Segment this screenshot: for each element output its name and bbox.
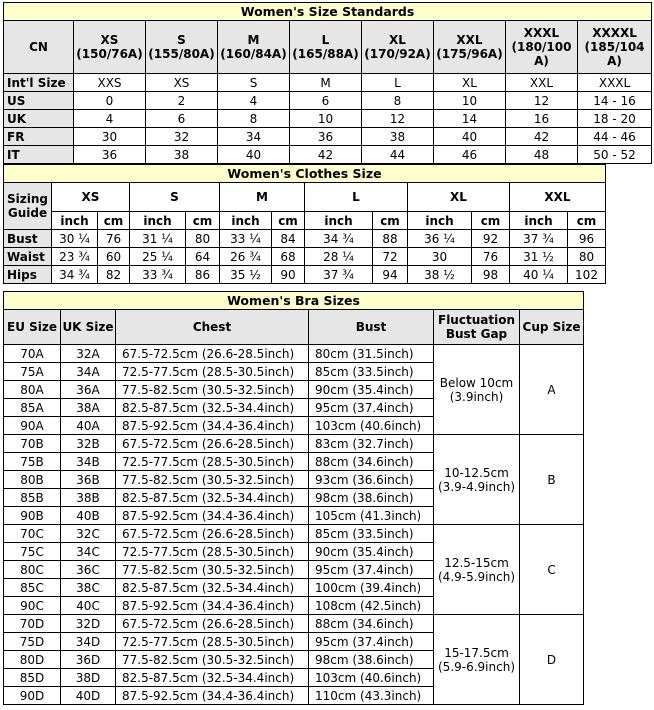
bra-row <box>4 345 584 363</box>
chest-cell: 87.5-92.5cm (34.4-36.4inch) <box>116 687 309 705</box>
size-code: XXL <box>456 33 483 47</box>
bra-size-title: Women's Bra Sizes <box>4 292 584 310</box>
bust-cell: 88cm (34.6inch) <box>309 615 434 633</box>
eu-size-cell: 80C <box>4 561 61 579</box>
table-cell: 40 ¼ <box>510 266 568 284</box>
table-cell: 34 <box>218 128 290 146</box>
table-cell: 33 ¼ <box>220 230 272 248</box>
bust-cell: 105cm (41.3inch) <box>309 507 434 525</box>
size-standard-header <box>506 21 578 74</box>
uk-size-cell: 40A <box>61 417 116 435</box>
table-cell: XXL <box>506 74 578 92</box>
uk-size-cell: 38B <box>61 489 116 507</box>
size-standards-table <box>3 2 652 164</box>
table-cell: 28 ¼ <box>305 248 373 266</box>
table-cell: 34 ¾ <box>52 266 98 284</box>
uk-size-cell: 34A <box>61 363 116 381</box>
size-code: XXXXL <box>592 26 637 40</box>
uk-size-cell: 32B <box>61 435 116 453</box>
chest-cell: 87.5-92.5cm (34.4-36.4inch) <box>116 417 309 435</box>
uk-size-cell: 32C <box>61 525 116 543</box>
table-cell: 102 <box>568 266 606 284</box>
table-cell: 18 - 20 <box>578 110 652 128</box>
table-cell: 48 <box>506 146 578 164</box>
standards-row <box>4 110 652 128</box>
uk-size-cell: 36B <box>61 471 116 489</box>
table-cell: XXXL <box>578 74 652 92</box>
size-spec: (160/84A) <box>220 47 287 61</box>
table-cell: 31 ¼ <box>130 230 186 248</box>
row-label: IT <box>4 146 74 164</box>
uk-size-cell: 32D <box>61 615 116 633</box>
chest-cell: 82.5-87.5cm (32.5-34.4inch) <box>116 579 309 597</box>
table-cell: 42 <box>290 146 362 164</box>
table-cell: 42 <box>506 128 578 146</box>
table-cell: 34 ¾ <box>305 230 373 248</box>
size-standard-header <box>362 21 434 74</box>
table-cell: 38 <box>146 146 218 164</box>
cup-size-cell: B <box>520 435 584 525</box>
unit-inch-header: inch <box>52 212 98 230</box>
bust-cell: 95cm (37.4inch) <box>309 561 434 579</box>
bust-cell: 103cm (40.6inch) <box>309 417 434 435</box>
eu-size-cell: 70B <box>4 435 61 453</box>
bust-gap-cell: 10-12.5cm (3.9-4.9inch) <box>434 435 520 525</box>
table-cell: 26 ¾ <box>220 248 272 266</box>
eu-size-cell: 80D <box>4 651 61 669</box>
size-spec: (180/100A) <box>511 40 572 68</box>
table-cell: 46 <box>434 146 506 164</box>
table-cell: 16 <box>506 110 578 128</box>
sizing-guide-label: Sizing Guide <box>4 183 52 230</box>
standards-row <box>4 74 652 92</box>
uk-size-cell: 38D <box>61 669 116 687</box>
uk-size-cell: 40B <box>61 507 116 525</box>
chest-cell: 82.5-87.5cm (32.5-34.4inch) <box>116 489 309 507</box>
bust-cell: 110cm (43.3inch) <box>309 687 434 705</box>
size-code: S <box>177 33 186 47</box>
size-code: M <box>247 33 260 47</box>
table-cell: 86 <box>186 266 220 284</box>
eu-size-cell: 75A <box>4 363 61 381</box>
eu-size-cell: 75B <box>4 453 61 471</box>
chest-cell: 82.5-87.5cm (32.5-34.4inch) <box>116 669 309 687</box>
chest-cell: 77.5-82.5cm (30.5-32.5inch) <box>116 651 309 669</box>
unit-cm-header: cm <box>186 212 220 230</box>
chest-cell: 72.5-77.5cm (28.5-30.5inch) <box>116 633 309 651</box>
bust-cell: 98cm (38.6inch) <box>309 651 434 669</box>
table-cell: 76 <box>98 230 130 248</box>
table-cell: 64 <box>186 248 220 266</box>
size-spec: (175/96A) <box>436 47 503 61</box>
clothes-size-header: M <box>220 183 305 212</box>
bust-header: Bust <box>309 310 434 345</box>
eu-size-cell: 90D <box>4 687 61 705</box>
eu-size-cell: 80A <box>4 381 61 399</box>
table-cell: 0 <box>74 92 146 110</box>
table-cell: 50 - 52 <box>578 146 652 164</box>
eu-size-cell: 75D <box>4 633 61 651</box>
table-cell: 2 <box>146 92 218 110</box>
table-cell: XL <box>434 74 506 92</box>
chest-cell: 77.5-82.5cm (30.5-32.5inch) <box>116 561 309 579</box>
table-cell: 6 <box>290 92 362 110</box>
table-cell: 82 <box>98 266 130 284</box>
table-cell: 36 <box>290 128 362 146</box>
table-cell: 40 <box>434 128 506 146</box>
clothes-row <box>4 266 606 284</box>
clothes-size-header: XS <box>52 183 130 212</box>
unit-inch-header: inch <box>408 212 472 230</box>
table-cell: 14 <box>434 110 506 128</box>
table-cell: 68 <box>272 248 305 266</box>
table-cell: 36 ¼ <box>408 230 472 248</box>
row-label: Bust <box>4 230 52 248</box>
table-cell: 38 ½ <box>408 266 472 284</box>
bust-cell: 80cm (31.5inch) <box>309 345 434 363</box>
table-cell: L <box>362 74 434 92</box>
standards-row <box>4 92 652 110</box>
bust-gap-cell: 12.5-15cm (4.9-5.9inch) <box>434 525 520 615</box>
uk-size-cell: 36C <box>61 561 116 579</box>
table-cell: 35 ½ <box>220 266 272 284</box>
bust-cell: 103cm (40.6inch) <box>309 669 434 687</box>
bust-cell: 90cm (35.4inch) <box>309 381 434 399</box>
row-label: UK <box>4 110 74 128</box>
unit-cm-header: cm <box>472 212 510 230</box>
chest-cell: 72.5-77.5cm (28.5-30.5inch) <box>116 363 309 381</box>
table-cell: 44 - 46 <box>578 128 652 146</box>
uk-size-cell: 40D <box>61 687 116 705</box>
table-cell: 6 <box>146 110 218 128</box>
table-cell: 80 <box>186 230 220 248</box>
clothes-size-header: XL <box>408 183 510 212</box>
eu-size-cell: 75C <box>4 543 61 561</box>
table-cell: 12 <box>506 92 578 110</box>
table-cell: 84 <box>272 230 305 248</box>
bust-cell: 100cm (39.4inch) <box>309 579 434 597</box>
table-cell: 76 <box>472 248 510 266</box>
size-code: XXXL <box>523 26 560 40</box>
table-cell: 36 <box>74 146 146 164</box>
chest-cell: 77.5-82.5cm (30.5-32.5inch) <box>116 471 309 489</box>
chest-cell: 77.5-82.5cm (30.5-32.5inch) <box>116 381 309 399</box>
chest-cell: 67.5-72.5cm (26.6-28.5inch) <box>116 435 309 453</box>
row-label: Int'l Size <box>4 74 74 92</box>
standards-row <box>4 128 652 146</box>
uk-size-cell: 34B <box>61 453 116 471</box>
eu-size-cell: 85B <box>4 489 61 507</box>
bra-row <box>4 615 584 633</box>
table-cell: 88 <box>373 230 408 248</box>
uk-size-header: UK Size <box>61 310 116 345</box>
table-cell: 38 <box>362 128 434 146</box>
bust-cell: 85cm (33.5inch) <box>309 363 434 381</box>
table-cell: 98 <box>472 266 510 284</box>
size-spec: (170/92A) <box>364 47 431 61</box>
eu-size-cell: 90B <box>4 507 61 525</box>
eu-size-cell: 70A <box>4 345 61 363</box>
row-label: Hips <box>4 266 52 284</box>
bust-cell: 88cm (34.6inch) <box>309 453 434 471</box>
clothes-size-title: Women's Clothes Size <box>4 165 606 183</box>
unit-cm-header: cm <box>568 212 606 230</box>
bust-cell: 85cm (33.5inch) <box>309 525 434 543</box>
chest-cell: 87.5-92.5cm (34.4-36.4inch) <box>116 597 309 615</box>
bra-size-table <box>3 291 584 705</box>
table-cell: 4 <box>218 92 290 110</box>
bust-cell: 83cm (32.7inch) <box>309 435 434 453</box>
bust-cell: 95cm (37.4inch) <box>309 633 434 651</box>
table-cell: 92 <box>472 230 510 248</box>
table-cell: 12 <box>362 110 434 128</box>
uk-size-cell: 34C <box>61 543 116 561</box>
size-standard-header <box>74 21 146 74</box>
chest-cell: 67.5-72.5cm (26.6-28.5inch) <box>116 525 309 543</box>
standards-row <box>4 146 652 164</box>
size-standard-header <box>290 21 362 74</box>
table-cell: S <box>218 74 290 92</box>
table-cell: 14 - 16 <box>578 92 652 110</box>
unit-inch-header: inch <box>305 212 373 230</box>
size-spec: (150/76A) <box>76 47 143 61</box>
table-cell: M <box>290 74 362 92</box>
eu-size-cell: 90C <box>4 597 61 615</box>
bust-cell: 95cm (37.4inch) <box>309 399 434 417</box>
eu-size-cell: 85C <box>4 579 61 597</box>
table-cell: 44 <box>362 146 434 164</box>
cup-size-cell: A <box>520 345 584 435</box>
size-standards-title: Women's Size Standards <box>4 3 652 21</box>
table-cell: 90 <box>272 266 305 284</box>
bust-cell: 98cm (38.6inch) <box>309 489 434 507</box>
chest-cell: 87.5-92.5cm (34.4-36.4inch) <box>116 507 309 525</box>
size-spec: (185/104A) <box>584 40 645 68</box>
table-cell: 31 ½ <box>510 248 568 266</box>
cup-size-cell: D <box>520 615 584 705</box>
eu-size-cell: 85D <box>4 669 61 687</box>
clothes-size-table <box>3 164 606 284</box>
chest-cell: 72.5-77.5cm (28.5-30.5inch) <box>116 543 309 561</box>
unit-cm-header: cm <box>272 212 305 230</box>
table-cell: 37 ¾ <box>305 266 373 284</box>
table-cell: 30 ¼ <box>52 230 98 248</box>
size-code: XL <box>389 33 406 47</box>
table-cell: 25 ¼ <box>130 248 186 266</box>
clothes-size-header: XXL <box>510 183 606 212</box>
chest-cell: 82.5-87.5cm (32.5-34.4inch) <box>116 399 309 417</box>
chest-cell: 67.5-72.5cm (26.6-28.5inch) <box>116 615 309 633</box>
table-cell: 30 <box>408 248 472 266</box>
bust-cell: 93cm (36.6inch) <box>309 471 434 489</box>
table-cell: 80 <box>568 248 606 266</box>
chest-cell: 72.5-77.5cm (28.5-30.5inch) <box>116 453 309 471</box>
cup-size-cell: C <box>520 525 584 615</box>
row-label: FR <box>4 128 74 146</box>
eu-size-cell: 85A <box>4 399 61 417</box>
uk-size-cell: 38A <box>61 399 116 417</box>
size-spec: (165/88A) <box>292 47 359 61</box>
uk-size-cell: 34D <box>61 633 116 651</box>
bust-gap-cell: 15-17.5cm (5.9-6.9inch) <box>434 615 520 705</box>
cup-size-header: Cup Size <box>520 310 584 345</box>
eu-size-cell: 70C <box>4 525 61 543</box>
bust-gap-header: Fluctuation Bust Gap <box>434 310 520 345</box>
size-standard-header <box>146 21 218 74</box>
table-cell: 10 <box>434 92 506 110</box>
table-cell: XXS <box>74 74 146 92</box>
eu-size-cell: 80B <box>4 471 61 489</box>
unit-inch-header: inch <box>510 212 568 230</box>
table-cell: 72 <box>373 248 408 266</box>
table-cell: 32 <box>146 128 218 146</box>
table-cell: 60 <box>98 248 130 266</box>
clothes-size-header: L <box>305 183 408 212</box>
cn-label: CN <box>4 21 74 74</box>
uk-size-cell: 36A <box>61 381 116 399</box>
eu-size-header: EU Size <box>4 310 61 345</box>
table-cell: 23 ¾ <box>52 248 98 266</box>
eu-size-cell: 90A <box>4 417 61 435</box>
bust-gap-cell: Below 10cm (3.9inch) <box>434 345 520 435</box>
size-spec: (155/80A) <box>148 47 215 61</box>
chest-header: Chest <box>116 310 309 345</box>
uk-size-cell: 38C <box>61 579 116 597</box>
bra-row <box>4 525 584 543</box>
table-cell: 4 <box>74 110 146 128</box>
bust-cell: 90cm (35.4inch) <box>309 543 434 561</box>
table-cell: XS <box>146 74 218 92</box>
bust-cell: 108cm (42.5inch) <box>309 597 434 615</box>
size-standard-header <box>578 21 652 74</box>
bra-row <box>4 435 584 453</box>
size-code: XS <box>100 33 119 47</box>
unit-cm-header: cm <box>373 212 408 230</box>
uk-size-cell: 32A <box>61 345 116 363</box>
row-label: Waist <box>4 248 52 266</box>
uk-size-cell: 40C <box>61 597 116 615</box>
row-label: US <box>4 92 74 110</box>
unit-inch-header: inch <box>130 212 186 230</box>
size-code: L <box>321 33 330 47</box>
table-cell: 33 ¾ <box>130 266 186 284</box>
uk-size-cell: 36D <box>61 651 116 669</box>
clothes-row <box>4 230 606 248</box>
table-cell: 96 <box>568 230 606 248</box>
table-cell: 8 <box>218 110 290 128</box>
table-cell: 94 <box>373 266 408 284</box>
eu-size-cell: 70D <box>4 615 61 633</box>
table-cell: 40 <box>218 146 290 164</box>
clothes-row <box>4 248 606 266</box>
table-cell: 8 <box>362 92 434 110</box>
clothes-size-header: S <box>130 183 220 212</box>
unit-inch-header: inch <box>220 212 272 230</box>
size-standard-header <box>218 21 290 74</box>
unit-cm-header: cm <box>98 212 130 230</box>
table-cell: 30 <box>74 128 146 146</box>
table-cell: 10 <box>290 110 362 128</box>
table-cell: 37 ¾ <box>510 230 568 248</box>
size-standard-header <box>434 21 506 74</box>
chest-cell: 67.5-72.5cm (26.6-28.5inch) <box>116 345 309 363</box>
